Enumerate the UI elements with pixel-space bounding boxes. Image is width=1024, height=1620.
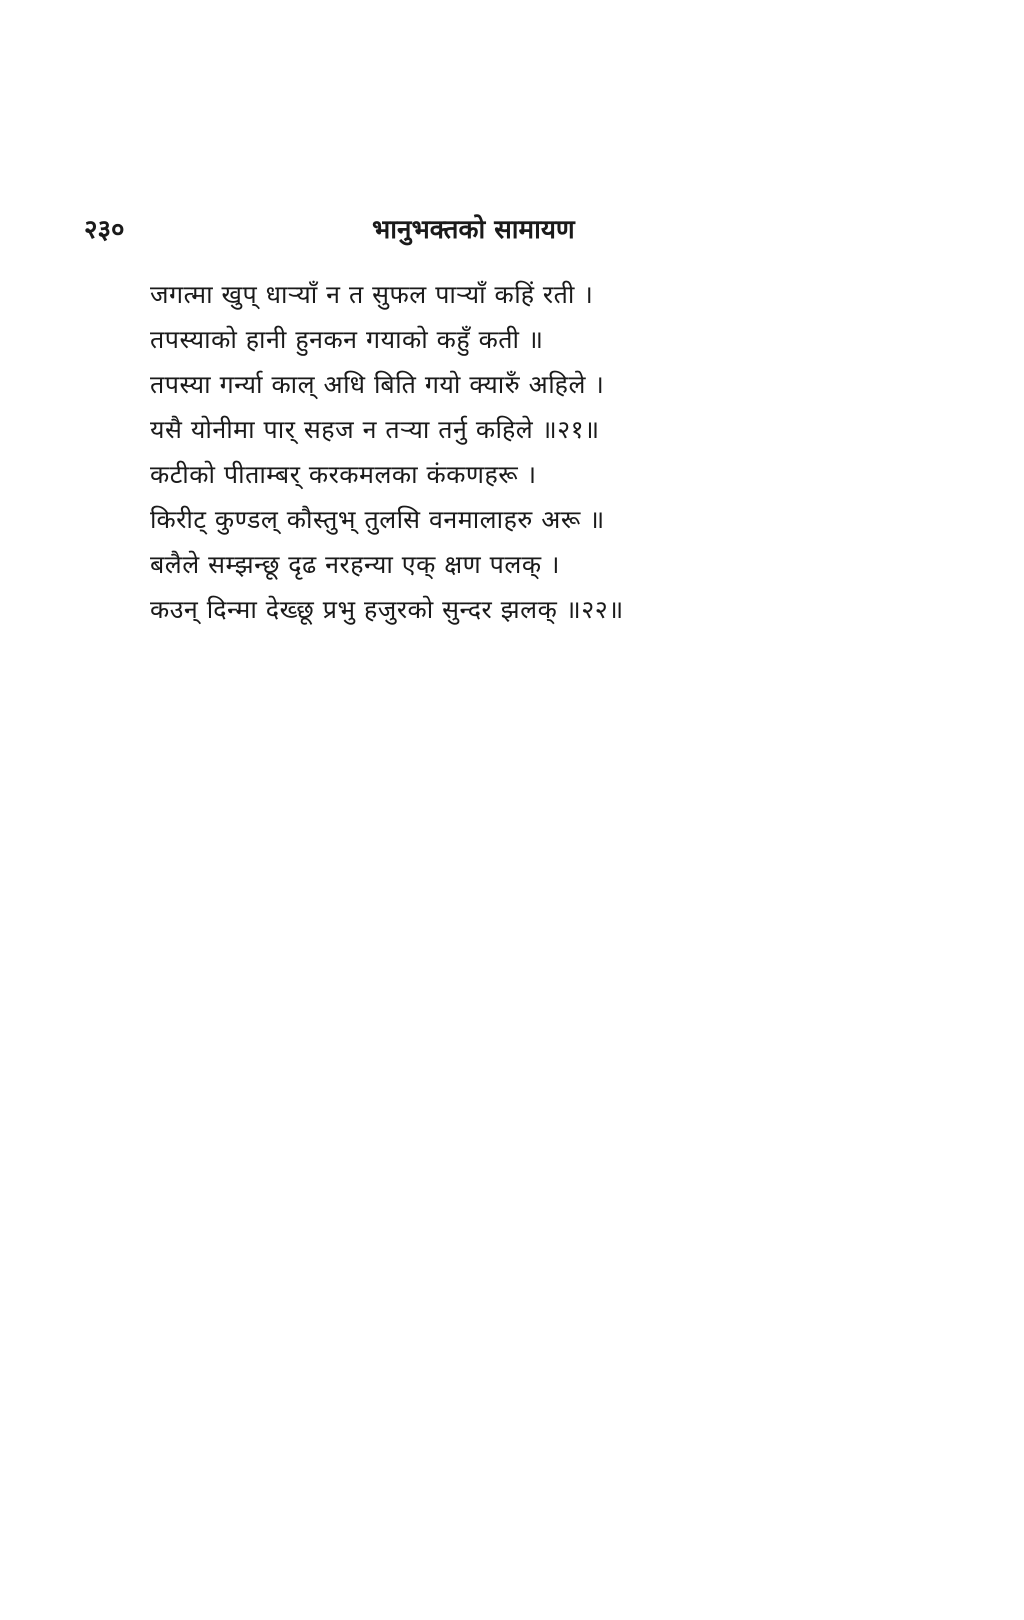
running-header: भानुभक्तको सामायण (372, 215, 575, 245)
verse-line: तपस्या गर्न्या काल् अधि बिति गयो क्यारुँ अहिले । (150, 370, 605, 399)
verse-line: कउन् दिन्मा देख्छू प्रभु हजुरको सुन्दर झलक् ॥२२॥ (150, 595, 624, 624)
verse-line: कटीको पीताम्बर् करकमलका कंकणहरू । (150, 460, 537, 489)
verse-line: बलैले सम्झन्छू दृढ नरहन्या एक् क्षण पलक् । (150, 550, 560, 579)
verse-line: यसै योनीमा पार् सहज न तऱ्या तर्नु कहिले ॥२१॥ (150, 415, 600, 444)
verse-line: किरीट् कुण्डल् कौस्तुभ् तुलसि वनमालाहरु अरू ॥ (150, 505, 605, 534)
verse-line: जगत्मा खुप् धाऱ्याँ न त सुफल पाऱ्याँ कहिं रती । (150, 280, 594, 309)
page-number: २३० (84, 215, 125, 245)
verse-line: तपस्याको हानी हुनकन गयाको कहुँ कती ॥ (150, 325, 544, 354)
verse-block (150, 272, 810, 632)
